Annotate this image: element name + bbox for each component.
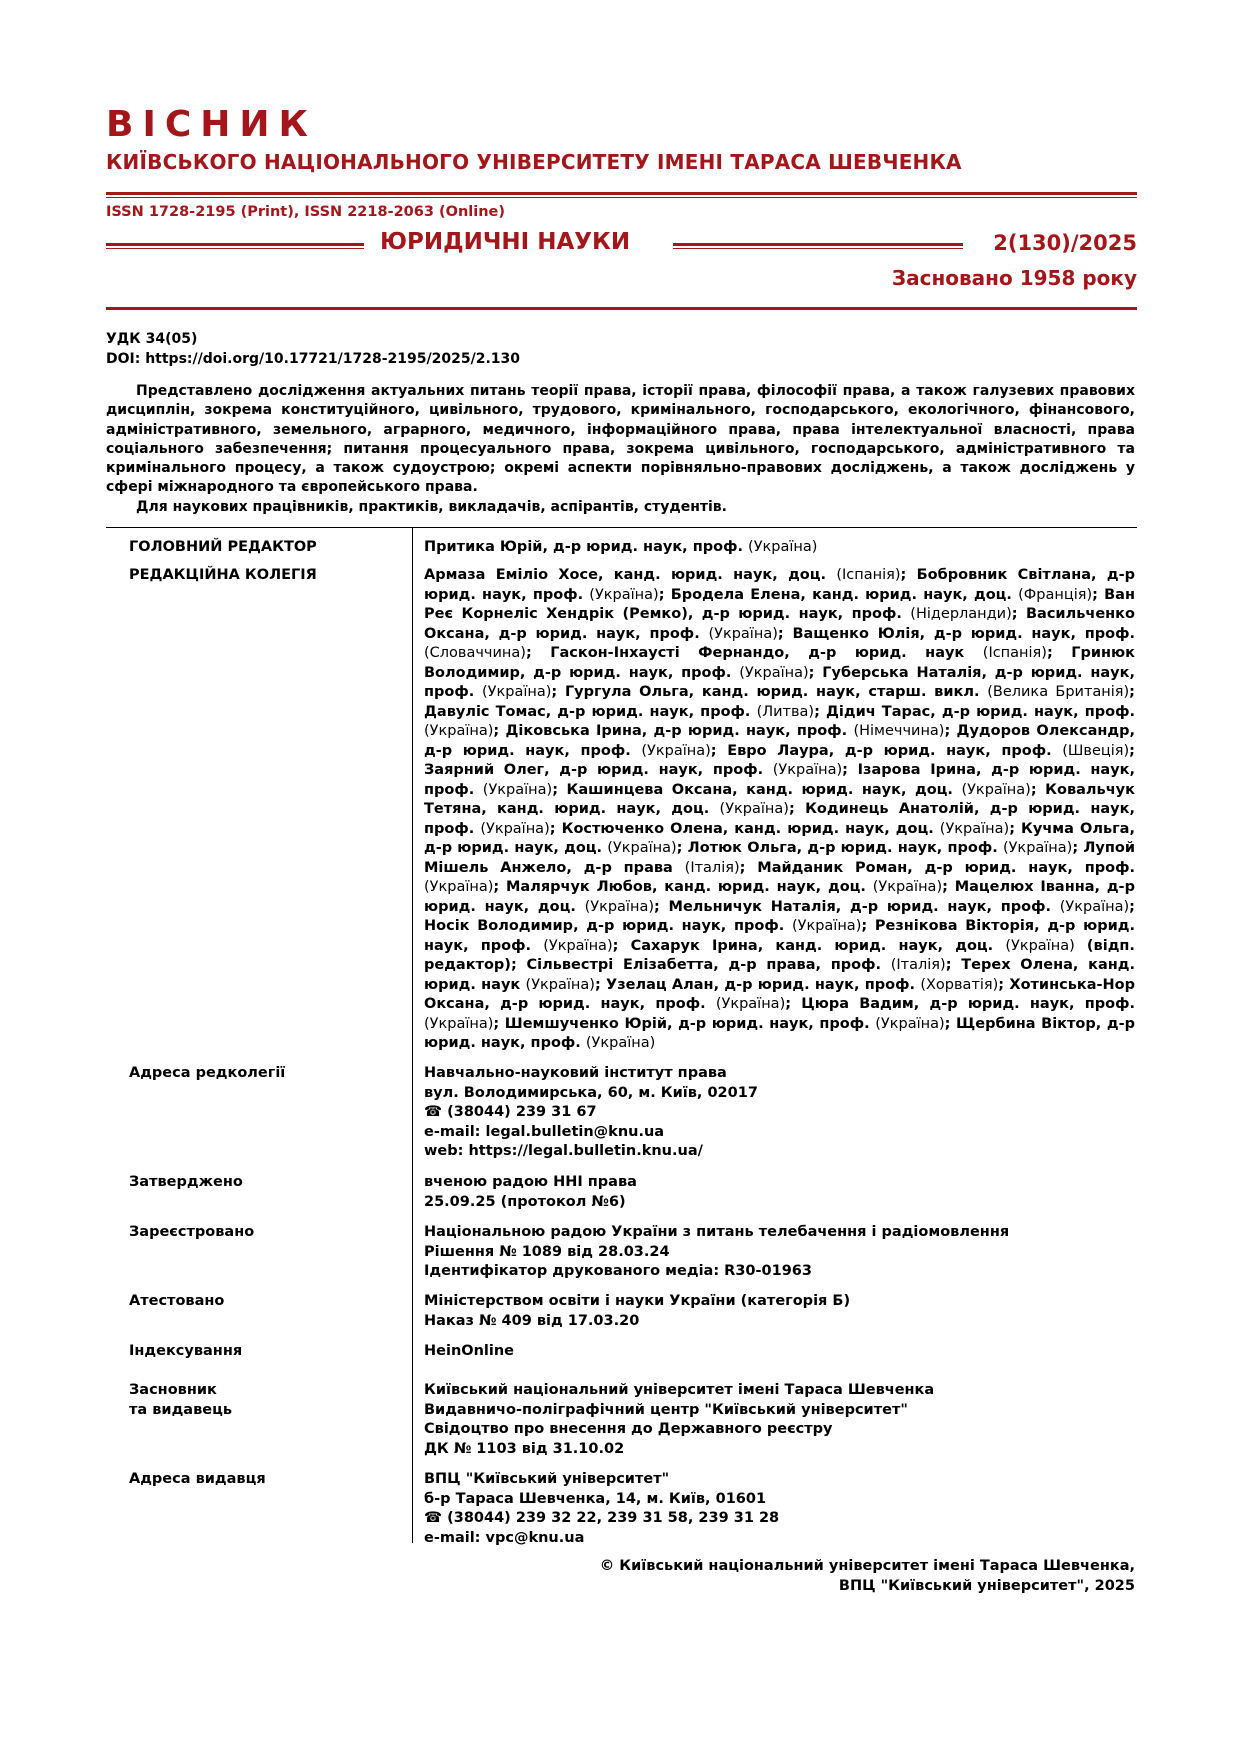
founder-label-line: Засновник <box>129 1382 217 1398</box>
board-member-name: Мельничук Наталія, д-р юрид. наук, проф. <box>668 898 1052 915</box>
board-member-country: (Велика Британія) <box>987 684 1130 700</box>
board-member-country: (Україна) <box>961 781 1031 798</box>
board-member-country: (Словаччина) <box>424 645 526 661</box>
board-member-country: (Україна) <box>939 820 1010 837</box>
board-member-name: Ковальчук Тетяна, канд. юрид. наук, доц. <box>424 781 1135 817</box>
board-member-country: (Україна) <box>719 801 789 817</box>
address-value <box>424 1064 1136 1162</box>
board-member-country: (Україна) <box>1002 840 1073 856</box>
board-member-country: (Україна) <box>791 918 862 934</box>
board-member-country: (Україна) <box>482 781 553 798</box>
indexing-label: Індексування <box>129 1343 243 1359</box>
board-member-country: (Україна) <box>607 840 677 856</box>
board-member-country: (Україна) <box>772 762 843 778</box>
registered-value <box>424 1223 1136 1282</box>
table-divider <box>412 527 413 1543</box>
series-rule-left <box>106 243 364 246</box>
board-member-name: Кодинець Анатолій, д-р юрид. наук, проф. <box>424 801 1135 837</box>
board-member-name: Кашинцева Оксана, канд. юрид. наук, доц. <box>566 781 953 798</box>
series-row <box>106 229 1137 263</box>
publisher-line: ВПЦ "Київський університет" <box>424 1471 670 1487</box>
certified-line: Наказ № 409 від 17.03.20 <box>424 1312 640 1329</box>
board-member-name: Ван Реє Корнеліс Хендрік (Ремко), д-р юрид. наук, проф. <box>424 586 1135 622</box>
udk: УДК 34(05) <box>106 331 198 347</box>
editor-country: (Україна) <box>748 539 818 555</box>
board-member-name: Дудоров Олександр, д-р юрид. наук, проф. <box>424 723 1135 759</box>
board-member-name: Заярний Олег, д-р юрид. наук, проф. <box>424 762 764 778</box>
founder-label-line: та видавець <box>129 1401 232 1418</box>
board-member-country: (Україна) <box>424 879 494 895</box>
header-rule-top-thin <box>106 197 1137 198</box>
certified-line: Міністерством освіти і науки України (категорія Б) <box>424 1293 851 1309</box>
board-member-name: Цюра Вадим, д-р юрид. наук, проф. <box>801 996 1135 1012</box>
address-phone: ☎ (38044) 239 31 67 <box>424 1104 597 1120</box>
board-member-country: (Україна) <box>872 879 943 895</box>
board-member-name: Гринюк Володимир, д-р юрид. наук, проф. <box>424 645 1135 681</box>
board-member-name: Майданик Роман, д-р юрид. наук, проф. <box>757 859 1135 876</box>
board-member-name: Бобровник Світлана, д-р юрид. наук, проф. <box>424 567 1135 603</box>
board-member-country: (Україна) <box>641 742 711 759</box>
board-member-country: (Італія) <box>684 859 740 876</box>
series-title: ЮРИДИЧНІ НАУКИ <box>380 229 631 255</box>
board-member-name: Гургула Ольга, канд. юрид. наук, старш. викл. <box>564 684 980 700</box>
abstract <box>106 382 1135 517</box>
board-member-country: (Швеція) <box>1062 742 1130 759</box>
board-member-name: Губерська Наталія, д-р юрид. наук, проф. <box>424 664 1135 700</box>
board-member-country: (Україна) <box>1059 898 1130 915</box>
publisher-address-value <box>424 1470 1136 1548</box>
board-member-name: Лотюк Ольга, д-р юрид. наук, проф. <box>687 840 998 856</box>
editor-label: ГОЛОВНИЙ РЕДАКТОР <box>129 539 317 555</box>
board-member-name: Терех Олена, канд. юрид. наук <box>424 957 1135 993</box>
abstract-audience: Для наукових працівників, практиків, викладачів, аспірантів, студентів. <box>136 498 727 515</box>
board-member-country: (Україна) <box>424 1015 494 1032</box>
board-member-name: Давуліс Томас, д-р юрид. наук, проф. <box>424 703 751 720</box>
board-label: РЕДАКЦІЙНА КОЛЕГІЯ <box>129 567 317 583</box>
board-member-name: Малярчук Любов, канд. юрид. наук, доц. <box>506 879 866 895</box>
board-member-country: (Україна) <box>875 1015 945 1032</box>
registered-line: Рішення № 1089 від 28.03.24 <box>424 1243 670 1260</box>
issue-number: 2(130)/2025 <box>993 231 1137 255</box>
series-rule-right <box>673 243 963 246</box>
board-member-name: Кучма Ольга, д-р юрид. наук, доц. <box>424 820 1135 856</box>
university-name: КИЇВСЬКОГО НАЦІОНАЛЬНОГО УНІВЕРСИТЕТУ ІМЕНІ ТАРАСА ШЕВЧЕНКА <box>106 150 962 174</box>
issn: ISSN 1728-2195 (Print), ISSN 2218-2063 (Online) <box>106 204 505 220</box>
header-rule-top <box>106 192 1137 195</box>
publisher-line: б-р Тараса Шевченка, 14, м. Київ, 01601 <box>424 1490 767 1507</box>
board-member-country: (Україна) <box>482 684 552 700</box>
board-member-name: Лупой Мішель Анжело, д-р права <box>424 840 1135 876</box>
editorial-board-list: Армаза Еміліо Хосе, канд. юрид. наук, доц. (Іспанія); Бобровник Світлана, д-р юрид. наук, проф. (Україна); Бродела Елена, канд. юрид. наук, доц. (Франція); Ван Реє Корнеліс Хендрік (Ремко), д-р юрид. наук, проф. (Нідерланди); Васильченко Оксана, д-р юрид. наук, проф. (Україна); Ващенко Юлія, д-р юрид. наук, проф. (Словаччина); Гаскон-Інхаусті Фернандо, д-р юрид. наук (Іспанія); Гринюк Володимир, д-р юрид. наук, проф. (Україна); Губерська Наталія, д-р юрид. наук, проф. (Україна); Гургула Ольга, канд. юрид. наук, старш. викл. (Велика Британія); Давуліс Томас, д-р юрид. наук, проф. (Литва); Дідич Тарас, д-р юрид. наук, проф. (Україна); Діковська Ірина, д-р юрид. наук, проф. (Німеччина); Дудоров Олександр, д-р юрид. наук, проф. (Україна); Евро Лаура, д-р юрид. наук, проф. (Швеція); Заярний Олег, д-р юрид. наук, проф. (Україна); Ізарова Ірина, д-р юрид. наук, проф. (Україна); Кашинцева Оксана, канд. юрид. наук, доц. (Україна); Ковальчук Тетяна, канд. юрид. наук, доц. (Україна); Кодинець Анатолій, д-р юрид. наук, проф. (Україна); Костюченко Олена, канд. юрид. наук, доц. (Україна); Кучма Ольга, д-р юрид. наук, доц. (Україна); Лотюк Ольга, д-р юрид. наук, проф. (Україна); Лупой Мішель Анжело, д-р права (Італія); Майданик Роман, д-р юрид. наук, проф. (Україна); Малярчук Любов, канд. юрид. наук, доц. (Україна); Мацелюх Іванна, д-р юрид. наук, доц. (Україна); Мельничук Наталія, д-р юрид. наук, проф. (Україна); Носік Володимир, д-р юрид. наук, проф. (Україна); Резнікова Вікторія, д-р юрид. наук, проф. (Україна); Сахарук Ірина, канд. юрид. наук, доц. (Україна) (відп. редактор); Сільвестрі Елізабетта, д-р права, проф. (Італія); Терех Олена, канд. юрид. наук (Україна); Узелац Алан, д-р юрид. наук, проф. (Хорватія); Хотинська-Нор Оксана, д-р юрид. наук, проф. (Україна); Цюра Вадим, д-р юрид. наук, проф. (Україна); Шемшученко Юрій, д-р юрид. наук, проф. (Україна); Щербина Віктор, д-р юрид. наук, проф. (Україна) <box>424 567 1135 1051</box>
journal-title: ВІСНИК <box>106 104 317 145</box>
board-member-country: (Україна) <box>543 937 613 954</box>
founder-line: Видавничо-поліграфічний центр "Київський університет" <box>424 1401 908 1418</box>
board-member-country: (Україна) <box>589 586 659 603</box>
approved-label: Затверджено <box>129 1174 243 1190</box>
board-member-country: (Італія) <box>890 957 946 973</box>
founder-label <box>129 1381 232 1420</box>
board-member-name: Узелац Алан, д-р юрид. наук, проф. <box>606 976 916 993</box>
copyright <box>600 1556 1135 1596</box>
indexing-value: HeinOnline <box>424 1343 515 1359</box>
doi: DOI: https://doi.org/10.17721/1728-2195/2025/2.130 <box>106 351 520 367</box>
editor-value <box>424 538 1136 558</box>
founder-line: Київський національний університет імені Тараса Шевченка <box>424 1382 935 1398</box>
founder-line: ДК № 1103 від 31.10.02 <box>424 1440 625 1457</box>
founder-value <box>424 1381 1136 1459</box>
editor-name: Притика Юрій, д-р юрид. наук, проф. <box>424 539 743 555</box>
copyright-line: ВПЦ "Київський університет", 2025 <box>838 1578 1135 1594</box>
board-member-name: Евро Лаура, д-р юрид. наук, проф. <box>727 742 1052 759</box>
board-member-country: (Україна) <box>584 898 654 915</box>
udk-doi <box>106 329 520 369</box>
board-member-name: Васильченко Оксана, д-р юрид. наук, проф. <box>424 606 1135 642</box>
approved-value <box>424 1173 1136 1212</box>
registered-line: Ідентифікатор друкованого медіа: R30-01963 <box>424 1263 812 1279</box>
board-member-name: Костюченко Олена, канд. юрид. наук, доц. <box>561 820 934 837</box>
board-member-country: (Франція) <box>1018 586 1093 603</box>
board-member-country: (Іспанія) <box>836 567 901 583</box>
board-member-country: (Нідерланди) <box>910 606 1012 622</box>
certified-label: Атестовано <box>129 1293 225 1309</box>
registered-label: Зареєстровано <box>129 1224 255 1240</box>
board-member-name: Мацелюх Іванна, д-р юрид. наук, доц. <box>424 879 1135 915</box>
address-web[interactable]: web: https://legal.bulletin.knu.ua/ <box>424 1143 703 1159</box>
board-member-country: (Україна) <box>480 820 550 837</box>
publisher-address-label: Адреса видавця <box>129 1471 266 1487</box>
board-member-country: (Україна) <box>708 625 778 642</box>
board-member-name: Дідич Тарас, д-р юрид. наук, проф. <box>826 703 1135 720</box>
copyright-line: © Київський національний університет імені Тараса Шевченка, <box>599 1558 1135 1574</box>
certified-value <box>424 1292 1136 1331</box>
board-member-name: Ващенко Юлія, д-р юрид. наук, проф. <box>792 625 1135 642</box>
publisher-phone: ☎ (38044) 239 32 22, 239 31 58, 239 31 28 <box>424 1510 780 1526</box>
board-member-country: (Іспанія) <box>982 645 1047 661</box>
board-member-name: Шемшученко Юрій, д-р юрид. наук, проф. <box>504 1015 870 1032</box>
board-member-name: Хотинська-Нор Оксана, д-р юрид. наук, проф. <box>424 976 1135 1012</box>
board-member-name: Щербина Віктор, д-р юрид. наук, проф. <box>424 1015 1135 1051</box>
address-email[interactable]: e-mail: legal.bulletin@knu.ua <box>424 1123 665 1140</box>
board-member-country: (Литва) <box>756 703 815 720</box>
board-member-name: Сахарук Ірина, канд. юрид. наук, доц. <box>630 937 994 954</box>
board-member-name: Сільвестрі Елізабетта, д-р права, проф. <box>526 957 881 973</box>
board-member-name: Бродела Елена, канд. юрид. наук, доц. <box>670 586 1012 603</box>
address-label: Адреса редколегії <box>129 1065 286 1081</box>
board-member-name: Ізарова Ірина, д-р юрид. наук, проф. <box>424 762 1135 798</box>
board-member-name: (відп. редактор) <box>424 937 1135 973</box>
board-member-country: (Україна) <box>1005 937 1075 954</box>
table-rule <box>106 527 1137 528</box>
header-rule-bottom <box>106 307 1137 310</box>
address-line: вул. Володимирська, 60, м. Київ, 02017 <box>424 1084 758 1101</box>
board-member-country: (Німеччина) <box>853 723 945 739</box>
abstract-description: Представлено дослідження актуальних питань теорії права, історії права, філософії права, а також галузевих правових дисциплін, зокрема конституційного, цивільного, трудового, кримінального, господарського, екологічного, фінансового, адміністративного, земельного, аграрного, медичного, інформаційного права, права інтелектуальної власності, права соціального забезпечення; питання процесуального права, зокрема цивільного, господарського, адміністративного та кримінального процесу, а також судоустрою; окремі аспекти порівняльно-правових досліджень, а також досліджень у сфері міжнародного та європейського права. <box>106 383 1135 496</box>
board-member-country: (Україна) <box>739 664 809 681</box>
board-member-country: (Україна) <box>715 996 786 1012</box>
board-member-country: (Україна) <box>585 1035 656 1051</box>
board-member-name: Носік Володимир, д-р юрид. наук, проф. <box>424 918 785 934</box>
board-member-name: Резнікова Вікторія, д-р юрид. наук, проф. <box>424 918 1135 954</box>
board-member-country: (Україна) <box>525 976 595 993</box>
board-member-name: Діковська Ірина, д-р юрид. наук, проф. <box>505 723 848 739</box>
approved-line: 25.09.25 (протокол №6) <box>424 1193 626 1210</box>
board-member-country: (Україна) <box>424 723 494 739</box>
founded-year: Засновано 1958 року <box>891 266 1137 290</box>
registered-line: Національною радою України з питань телебачення і радіомовлення <box>424 1224 1010 1240</box>
founder-line: Свідоцтво про внесення до Державного реєстру <box>424 1421 833 1437</box>
address-line: Навчально-науковий інститут права <box>424 1065 727 1081</box>
board-member-country: (Хорватія) <box>920 976 999 993</box>
approved-line: вченою радою ННІ права <box>424 1174 637 1190</box>
board-member-name: Гаскон-Інхаусті Фернандо, д-р юрид. наук <box>550 645 965 661</box>
board-member-name: Армаза Еміліо Хосе, канд. юрид. наук, доц. <box>424 567 826 583</box>
publisher-email[interactable]: e-mail: vpc@knu.ua <box>424 1529 585 1546</box>
